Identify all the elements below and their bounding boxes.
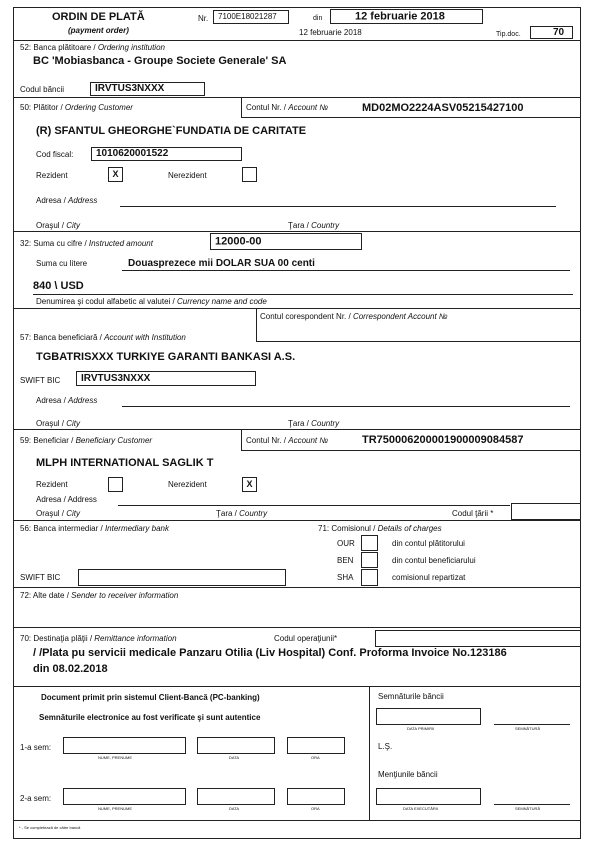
divider — [241, 450, 581, 451]
field-caption: DATA — [229, 755, 240, 760]
charges-sha-checkbox[interactable] — [361, 569, 378, 586]
signature-line — [494, 804, 570, 805]
pc-banking-note: Document primit prin sistemul Client-Bancă (PC-banking) — [41, 693, 260, 702]
bank-code-field: IRVTUS3NXXX — [90, 82, 205, 96]
signature-2-name-field — [63, 788, 186, 805]
charges-option-text: din contul beneficiarului — [392, 556, 476, 565]
divider — [369, 686, 370, 820]
other-info-label: 72: Alte date / Sender to receiver information — [20, 591, 179, 600]
signature-2-date-field — [197, 788, 275, 805]
beneficiary-name: MLPH INTERNATIONAL SAGLIK T — [36, 457, 214, 469]
intermediary-swift-field — [78, 569, 286, 586]
document-number-field: 7100E18021287 — [213, 10, 289, 24]
customer-account-number: MD02MO2224ASV05215427100 — [362, 102, 524, 114]
bank-code-label: Codul băncii — [20, 85, 65, 94]
tipdoc-label: Tip.doc. — [496, 31, 521, 38]
document-date-field: 12 februarie 2018 — [330, 9, 483, 24]
field-caption: NUME, PRENUME — [98, 806, 133, 811]
field-caption: DATA EXECUTĂRII — [403, 806, 438, 811]
customer-account-label: Contul Nr. / Account № — [246, 103, 329, 112]
divider — [13, 686, 581, 687]
signatures-verified-note: Semnăturile electronice au fost verificate şi sunt autentice — [39, 713, 261, 722]
charges-option-text: comisionul repartizat — [392, 573, 466, 582]
beneficiary-bank-name: TGBATRISXXX TURKIYE GARANTI BANKASI A.S. — [36, 351, 296, 363]
charges-option-code: OUR — [337, 539, 355, 548]
ls-label: L.Ş. — [378, 742, 393, 751]
address-line — [118, 505, 510, 506]
form-title: ORDIN DE PLATĂ — [52, 11, 145, 23]
ordering-bank-name: BC 'Mobiasbanca - Groupe Societe Generale' SA — [33, 55, 287, 67]
ordering-bank-label: 52: Banca plătitoare / Ordering institution — [20, 43, 165, 52]
country-code-label: Codul ţării * — [452, 509, 494, 518]
beneficiary-account-number: TR750006200001900009084587 — [362, 434, 524, 446]
charges-option-text: din contul plătitorului — [392, 539, 465, 548]
footnote: * - Se completează de către bancă — [19, 825, 81, 830]
divider — [13, 429, 581, 430]
customer-name: (R) SFANTUL GHEORGHE`FUNDATIA DE CARITATE — [36, 125, 307, 137]
beneficiary-resident-checkbox[interactable] — [108, 477, 123, 492]
bank-signatures-label: Semnăturile băncii — [378, 692, 444, 701]
currency-line — [33, 294, 573, 295]
ordering-customer-label: 50: Plătitor / Ordering Customer — [20, 103, 133, 112]
signature-1-name-field — [63, 737, 186, 754]
field-caption: SEMNĂTURĂ — [515, 806, 541, 811]
nonresident-label: Nerezident — [168, 171, 207, 180]
divider — [13, 97, 581, 98]
charges-option-code: BEN — [337, 556, 354, 565]
divider — [13, 627, 581, 628]
signature-1-date-field — [197, 737, 275, 754]
field-caption: DATA PRIMIRII — [407, 726, 435, 731]
city-label: Oraşul / City — [36, 419, 81, 428]
correspondent-account-label: Contul corespondent Nr. / Correspondent Account № — [260, 312, 448, 321]
address-line — [120, 206, 556, 207]
nonresident-label: Nerezident — [168, 480, 207, 489]
address-line — [122, 406, 570, 407]
signature-line — [494, 724, 570, 725]
receipt-date-field — [376, 708, 481, 725]
address-label: Adresa / Address — [36, 196, 98, 205]
divider — [13, 587, 581, 588]
signature-2-time-field — [287, 788, 345, 805]
execution-date-field — [376, 788, 481, 805]
divider — [13, 820, 581, 821]
operation-code-field — [375, 630, 581, 647]
form-subtitle: (payment order) — [68, 26, 129, 35]
divider — [13, 231, 581, 232]
remittance-line-1: / /Plata pu servicii medicale Panzaru Otilia (Liv Hospital) Conf. Proforma Invoice No.123186 — [33, 647, 507, 659]
amount-label: 32: Suma cu cifre / Instructed amount — [20, 239, 153, 248]
signature-1-label: 1-a sem: — [20, 743, 52, 752]
intermediary-bank-label: 56: Banca intermediar / Intermediary bank — [20, 524, 169, 533]
divider — [241, 97, 242, 117]
beneficiary-nonresident-checkbox[interactable]: X — [242, 477, 257, 492]
remittance-line-2: din 08.02.2018 — [33, 663, 108, 675]
nr-label: Nr. — [198, 14, 209, 23]
charges-ben-checkbox[interactable] — [361, 552, 378, 568]
resident-checkbox[interactable]: X — [108, 167, 123, 182]
remittance-label: 70: Destinaţia plăţii / Remittance information — [20, 634, 177, 643]
swift-label: SWIFT BIC — [20, 376, 61, 385]
amount-words: Douasprezece mii DOLAR SUA 00 centi — [128, 258, 315, 269]
amount-field: 12000-00 — [210, 233, 362, 250]
document-date-plain: 12 februarie 2018 — [299, 28, 362, 37]
address-label: Adresa / Address — [36, 396, 98, 405]
city-label: Oraşul / City — [36, 221, 81, 230]
field-caption: ORA — [311, 806, 320, 811]
resident-label: Rezident — [36, 171, 68, 180]
tipdoc-field: 70 — [530, 26, 573, 39]
amount-words-line — [122, 270, 570, 271]
field-caption: NUME, PRENUME — [98, 755, 133, 760]
divider — [13, 40, 581, 41]
swift-label: SWIFT BIC — [20, 573, 61, 582]
signature-2-label: 2-a sem: — [20, 794, 52, 803]
field-caption: SEMNĂTURĂ — [515, 726, 541, 731]
fiscal-code-field: 1010620001522 — [91, 147, 242, 161]
beneficiary-bank-label: 57: Banca beneficiară / Account with Institution — [20, 333, 186, 342]
currency-value: 840 \ USD — [33, 280, 84, 292]
signature-1-time-field — [287, 737, 345, 754]
field-caption: DATA — [229, 806, 240, 811]
beneficiary-swift-field: IRVTUS3NXXX — [76, 371, 256, 386]
resident-label: Rezident — [36, 480, 68, 489]
city-label: Oraşul / City — [36, 509, 81, 518]
charges-label: 71: Comisionul / Details of charges — [318, 524, 442, 533]
field-caption: ORA — [311, 755, 320, 760]
divider — [241, 429, 242, 450]
country-label: Ţara / Country — [216, 509, 268, 518]
divider — [241, 117, 581, 118]
charges-option-code: SHA — [337, 573, 354, 582]
country-label: Ţara / Country — [288, 419, 340, 428]
beneficiary-label: 59: Beneficiar / Beneficiary Customer — [20, 436, 153, 445]
currency-label: Denumirea şi codul alfabetic al valutei / Currency name and code — [36, 297, 267, 306]
address-label: Adresa / Address — [36, 495, 97, 504]
divider — [13, 520, 581, 521]
operation-code-label: Codul operaţiunii* — [274, 634, 338, 643]
beneficiary-account-label: Contul Nr. / Account № — [246, 436, 329, 445]
amount-words-label: Suma cu litere — [36, 259, 88, 268]
country-code-field — [511, 503, 581, 520]
din-label: din — [313, 15, 323, 22]
fiscal-code-label: Cod fiscal: — [36, 150, 74, 159]
country-label: Ţara / Country — [288, 221, 340, 230]
charges-our-checkbox[interactable] — [361, 535, 378, 551]
bank-notes-label: Menţiunile băncii — [378, 770, 438, 779]
nonresident-checkbox[interactable] — [242, 167, 257, 182]
